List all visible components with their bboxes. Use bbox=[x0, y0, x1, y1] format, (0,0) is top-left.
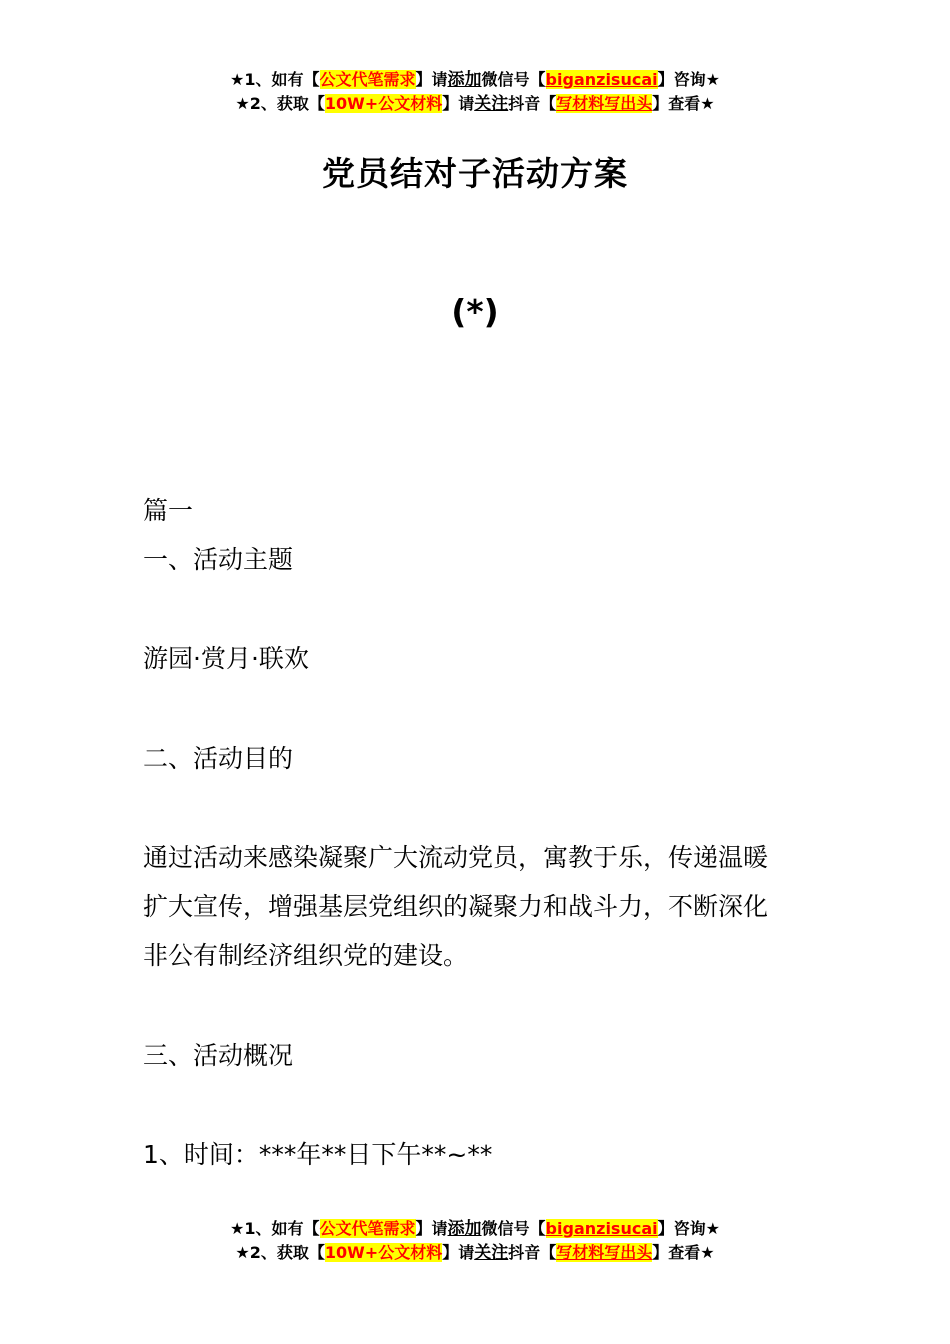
ad-line-1 bbox=[0, 68, 950, 92]
document-title: 党员结对子活动方案 bbox=[322, 154, 628, 193]
ad-line-2-mid1: 】请 bbox=[442, 1243, 475, 1262]
section-3-heading: 三、活动概况 bbox=[143, 1041, 294, 1070]
ad-line-2-douyin-id: 写材料写出头 bbox=[556, 94, 653, 113]
section-2-body-line-1: 通过活动来感染凝聚广大流动党员，寓教于乐，传递温暖 bbox=[143, 843, 769, 872]
section-1-heading: 一、活动主题 bbox=[143, 545, 294, 574]
ad-line-2-prefix: ★2、获取【 bbox=[235, 1243, 325, 1262]
top-ad-banner bbox=[0, 68, 950, 116]
ad-line-1-highlight-service: 公文代笔需求 bbox=[319, 1219, 416, 1238]
ad-line-1-wechat-id: biganzisucai bbox=[545, 1219, 658, 1238]
ad-line-2-emphasis: 关注 bbox=[474, 94, 509, 114]
section-2-body-line-3: 非公有制经济组织党的建设。 bbox=[143, 941, 469, 970]
section-1-body: 游园·赏月·联欢 bbox=[143, 644, 309, 673]
bottom-ad-banner bbox=[0, 1217, 950, 1265]
section-3-item-time: 1、时间：***年**日下午**~** bbox=[143, 1140, 493, 1169]
ad-line-2 bbox=[0, 1241, 950, 1265]
part-label: 篇一 bbox=[143, 496, 194, 525]
ad-line-1-emphasis: 添加 bbox=[447, 1219, 482, 1239]
ad-line-1-wechat-id: biganzisucai bbox=[545, 70, 658, 89]
ad-line-1-suffix: 】咨询★ bbox=[657, 70, 720, 89]
ad-line-1-prefix: ★1、如有【 bbox=[230, 1219, 320, 1238]
ad-line-2 bbox=[0, 92, 950, 116]
ad-line-2-highlight-materials: 10W+公文材料 bbox=[324, 94, 443, 113]
ad-line-1-mid2: 微信号【 bbox=[481, 70, 546, 89]
ad-line-2-emphasis: 关注 bbox=[474, 1243, 509, 1263]
ad-line-1-prefix: ★1、如有【 bbox=[230, 70, 320, 89]
ad-line-2-suffix: 】查看★ bbox=[652, 94, 715, 113]
ad-line-1-mid2: 微信号【 bbox=[481, 1219, 546, 1238]
ad-line-1-mid1: 】请 bbox=[415, 70, 448, 89]
ad-line-1-emphasis: 添加 bbox=[447, 70, 482, 90]
ad-line-2-suffix: 】查看★ bbox=[652, 1243, 715, 1262]
section-2-heading: 二、活动目的 bbox=[143, 744, 294, 773]
ad-line-2-highlight-materials: 10W+公文材料 bbox=[324, 1243, 443, 1262]
ad-line-1 bbox=[0, 1217, 950, 1241]
ad-line-2-mid1: 】请 bbox=[442, 94, 475, 113]
document-subtitle: (*) bbox=[451, 292, 499, 331]
section-2-body-line-2: 扩大宣传，增强基层党组织的凝聚力和战斗力，不断深化 bbox=[143, 892, 769, 921]
ad-line-1-suffix: 】咨询★ bbox=[657, 1219, 720, 1238]
ad-line-2-mid2: 抖音【 bbox=[508, 1243, 557, 1262]
ad-line-1-mid1: 】请 bbox=[415, 1219, 448, 1238]
ad-line-2-mid2: 抖音【 bbox=[508, 94, 557, 113]
ad-line-2-douyin-id: 写材料写出头 bbox=[556, 1243, 653, 1262]
ad-line-2-prefix: ★2、获取【 bbox=[235, 94, 325, 113]
ad-line-1-highlight-service: 公文代笔需求 bbox=[319, 70, 416, 89]
